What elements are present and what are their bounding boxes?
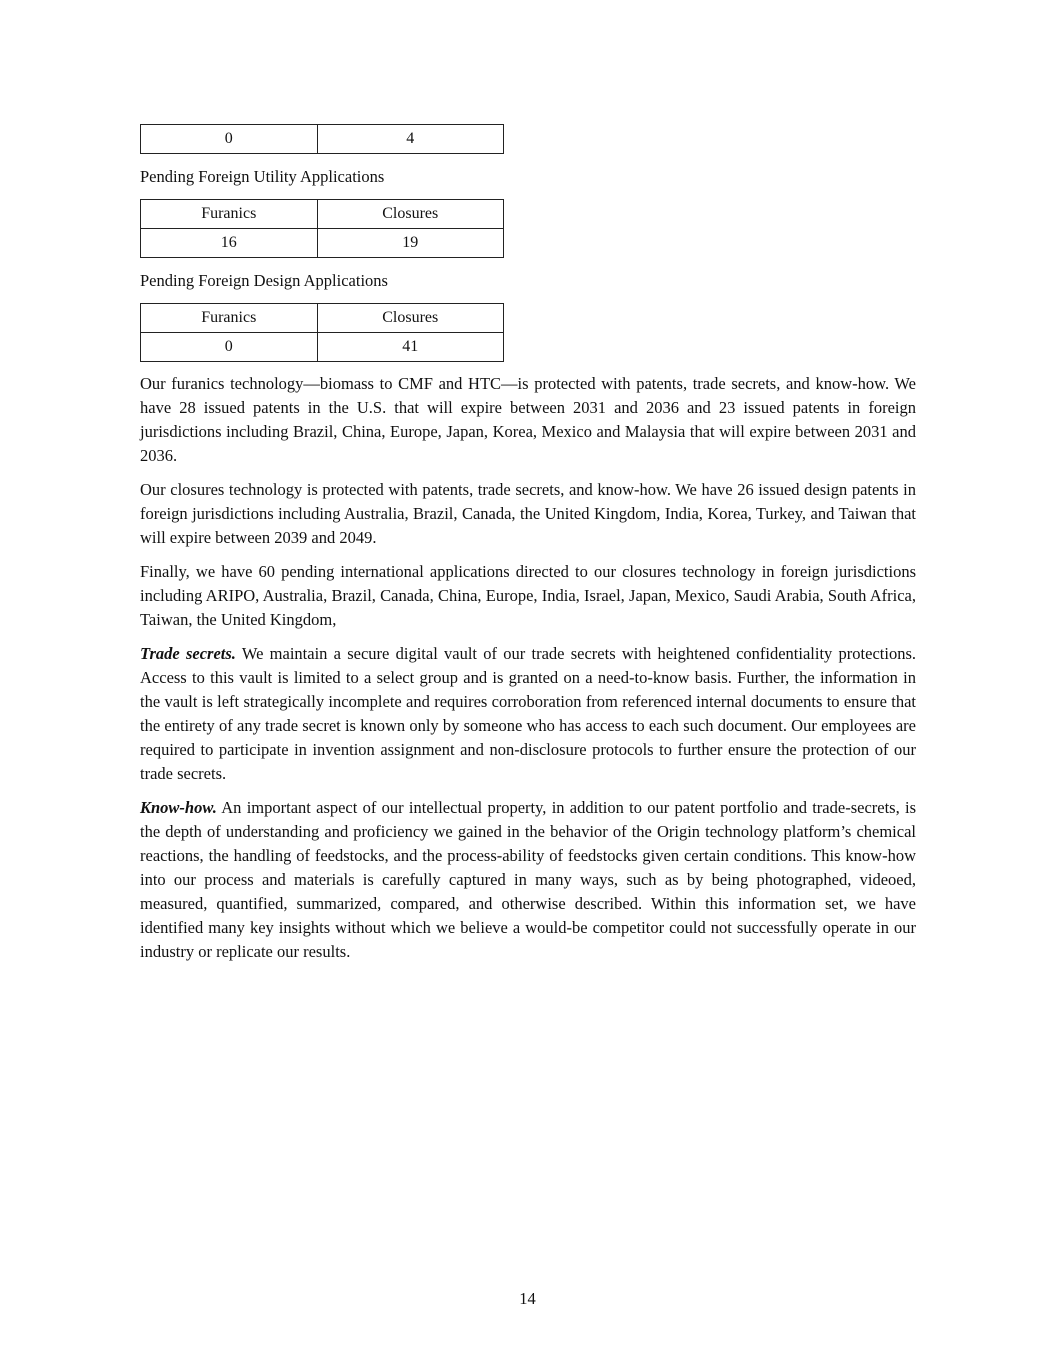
table-row: [141, 333, 504, 362]
table-cell-furanics: 0: [141, 333, 318, 362]
table-cell-furanics: 16: [141, 229, 318, 258]
know-how-body: An important aspect of our intellectual property, in addition to our patent portfolio and trade-secrets, is the depth of understanding and proficiency we gained in the behavior of the Origin technology platform’s chemical reactions, the handling of feedstocks, and the process-ability of feedstocks given certain conditions. This know-how into our process and materials is carefully captured in many ways, such as by being photographed, videoed, measured, quantified, summarized, compared, and otherwise described. Within this information set, we have identified many key insights without which we believe a would-be competitor could not successfully operate in our industry or replicate our results.: [140, 798, 916, 961]
document-page: [140, 124, 916, 974]
table-header-furanics: Furanics: [141, 200, 318, 229]
pending-foreign-design-table: [140, 303, 504, 362]
trade-secrets-body: We maintain a secure digital vault of our trade secrets with heightened confidentiality protections. Access to this vault is limited to a select group and is granted on a need-to-know basis. Further, the information in the vault is left strategically incomplete and requires corroboration from referenced internal documents to ensure that the entirety of any trade secret is known only by someone who has access to each such document. Our employees are required to participate in invention assignment and non-disclosure protocols to further ensure the protection of our trade secrets.: [140, 644, 916, 783]
trade-secrets-paragraph: [140, 642, 916, 786]
utility-table-caption: Pending Foreign Utility Applications: [140, 167, 385, 186]
table-row: [141, 125, 504, 154]
international-applications-paragraph: Finally, we have 60 pending international applications directed to our closures technology in foreign jurisdictions including ARIPO, Australia, Brazil, Canada, China, Europe, India, Israel, Japan, Mexico, Saudi Arabia, South Africa, Taiwan, the United Kingdom,: [140, 562, 916, 629]
table-cell-closures: 19: [317, 229, 503, 258]
pending-foreign-utility-table: [140, 199, 504, 258]
table-row: [141, 229, 504, 258]
table-header-row: [141, 200, 504, 229]
table-header-closures: Closures: [317, 304, 503, 333]
table-cell-closures: 41: [317, 333, 503, 362]
design-table-caption: Pending Foreign Design Applications: [140, 271, 388, 290]
trade-secrets-heading: Trade secrets.: [140, 644, 236, 663]
table-header-furanics: Furanics: [141, 304, 318, 333]
page-number: 14: [519, 1289, 536, 1308]
know-how-heading: Know-how.: [140, 798, 217, 817]
pending-us-table: [140, 124, 504, 154]
table-cell-closures: 4: [317, 125, 504, 154]
know-how-paragraph: [140, 796, 916, 964]
table-header-row: [141, 304, 504, 333]
table-cell-furanics: 0: [141, 125, 318, 154]
furanics-paragraph: Our furanics technology—biomass to CMF and HTC—is protected with patents, trade secrets, and know-how. We have 28 issued patents in the U.S. that will expire between 2031 and 2036 and 23 issued patents in foreign jurisdictions including Brazil, China, Europe, Japan, Korea, Mexico and Malaysia that will expire between 2031 and 2036.: [140, 374, 916, 465]
closures-paragraph: Our closures technology is protected with patents, trade secrets, and know-how. We have 26 issued design patents in foreign jurisdictions including Australia, Brazil, Canada, the United Kingdom, India, Korea, Turkey, and Taiwan that will expire between 2039 and 2049.: [140, 480, 916, 547]
table-header-closures: Closures: [317, 200, 503, 229]
